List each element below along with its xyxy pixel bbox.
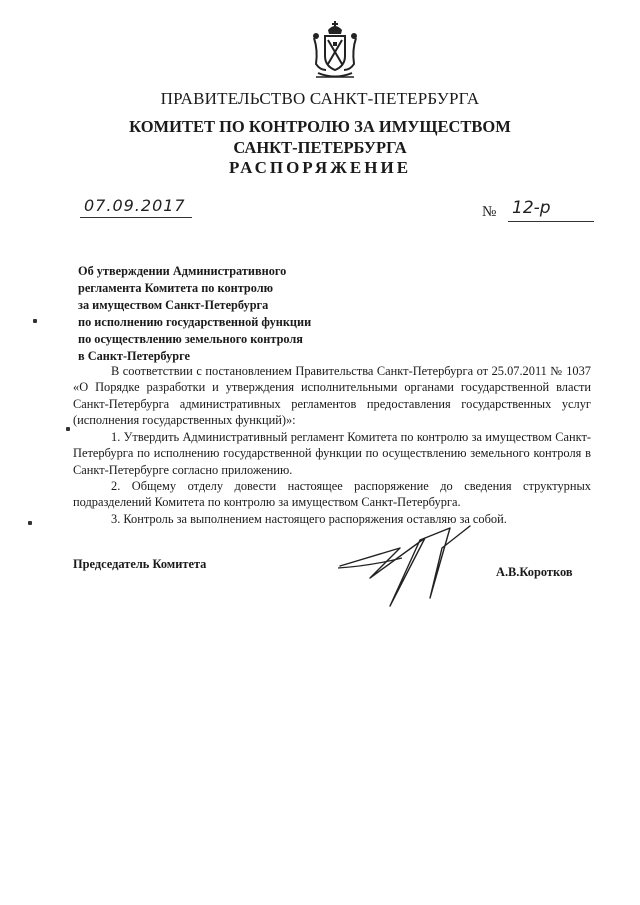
document-type-title: РАСПОРЯЖЕНИЕ (228, 158, 412, 177)
date-underline (80, 217, 192, 218)
margin-speck (33, 319, 37, 323)
subject-line: Об утверждении Административного (78, 264, 287, 278)
subject-line: за имуществом Санкт-Петербурга (78, 298, 269, 313)
document-date-field (80, 196, 192, 222)
number-underline (508, 221, 594, 222)
number-sign: № (482, 204, 497, 220)
intro-paragraph: В соответствии с постановлением Правительства Санкт-Петербурга от 25.07.2011 № 1037 «О Порядке разработки и утверждения исполнительными органами государственной власти Санкт-Петербурга административных регламентов предоставления государственных услуг (исполнения государственных функций)»: (73, 364, 591, 427)
document-number-field (482, 198, 594, 228)
signer-name: А.В.Коротков (496, 565, 573, 579)
document-subject (78, 263, 398, 366)
subject-line: в Санкт-Петербурге (78, 349, 190, 364)
committee-name-line2: САНКТ-ПЕТЕРБУРГА (233, 138, 407, 157)
government-name: ПРАВИТЕЛЬСТВО САНКТ-ПЕТЕРБУРГА (160, 89, 480, 108)
item-1-paragraph: 1. Утвердить Административный регламент Комитета по контролю за имуществом Санкт-Петербурга по исполнению государственной функции по осуществлению земельного контроля в Санкт-Петербурге согласно приложению. (73, 430, 591, 477)
item-2-paragraph: 2. Общему отделу довести настоящее распоряжение до сведения структурных подразделений Комитета по контролю за имуществом Санкт-Петербурга. (73, 479, 591, 510)
item-3-paragraph: 3. Контроль за выполнением настоящего распоряжения оставляю за собой. (111, 512, 507, 526)
subject-line: по осуществлению земельного контроля (78, 332, 303, 347)
document-number: 12-р (512, 198, 551, 218)
committee-name-line1: КОМИТЕТ ПО КОНТРОЛЮ ЗА ИМУЩЕСТВОМ (129, 117, 511, 136)
handwritten-signature (330, 518, 480, 608)
subject-line: по исполнению государственной функции (78, 315, 312, 330)
signer-title: Председатель Комитета (73, 557, 207, 571)
subject-line: регламента Комитета по контролю (78, 281, 274, 296)
margin-speck (66, 427, 70, 431)
document-date: 07.09.2017 (84, 196, 186, 215)
coat-of-arms-emblem (308, 20, 362, 80)
margin-speck (28, 521, 32, 525)
